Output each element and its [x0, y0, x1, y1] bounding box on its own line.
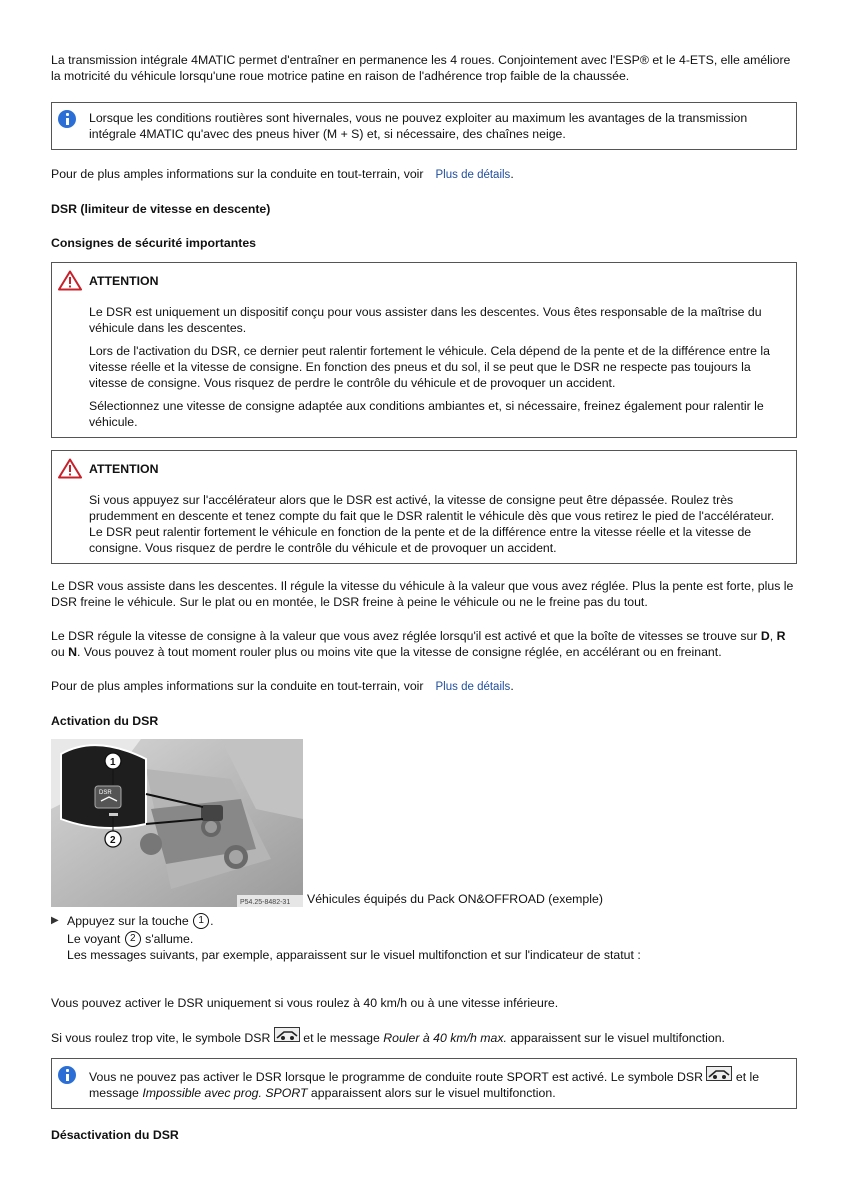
step-messages: Les messages suivants, par exemple, apparaissent sur le visuel multifonction et sur l'indicateur de statut :: [67, 948, 641, 962]
more-info-text-1: Pour de plus amples informations sur la conduite en tout-terrain, voir: [51, 167, 424, 181]
more-info-paragraph-2: Pour de plus amples informations sur la conduite en tout-terrain, voir Plus de détails.: [51, 679, 514, 693]
steps-block: [51, 913, 797, 963]
warning-icon-slot: [58, 458, 82, 483]
gear-d: D: [760, 629, 770, 643]
callout-ref-2: 2: [125, 931, 141, 947]
figure-code: P54.25-8482-31: [240, 899, 291, 906]
step-arrow-icon: ▶: [51, 915, 59, 926]
info-icon: [58, 110, 76, 128]
figure-row: [51, 739, 797, 907]
info-text-sport: Vous ne pouvez pas activer le DSR lorsque le programme de conduite route SPORT est activé. Le symbole DSR et le message Impossible avec prog. SPORT apparaissent alors sur le visuel multifonction.: [89, 1066, 782, 1101]
warning-box-2: [51, 450, 797, 564]
step-lamp-on: Le voyant 2 s'allume.: [67, 932, 194, 946]
speed-limit-paragraph: Vous pouvez activer le DSR uniquement si vous roulez à 40 km/h ou à une vitesse inférieure.: [51, 996, 559, 1010]
info-box-winter: [51, 102, 797, 150]
warning1-paragraph-3: Sélectionnez une vitesse de consigne adaptée aux conditions ambiantes et, si nécessaire, freinez également pour ralentir le véhicule.: [89, 399, 764, 429]
intro-paragraph: La transmission intégrale 4MATIC permet d'entraîner en permanence les 4 roues. Conjointement avec l'ESP® et le 4-ETS, elle améliore la motricité du véhicule lorsqu'une roue motrice patine en raison de l'adhérence trop faible de la chaussée.: [51, 53, 791, 83]
callout-ref-1: 1: [193, 913, 209, 929]
callout-1: 1: [110, 757, 116, 768]
info-icon-slot: [58, 110, 76, 132]
manual-page: [51, 52, 797, 1161]
more-details-link-2[interactable]: Plus de détails: [435, 681, 511, 693]
button-label: DSR: [99, 790, 112, 796]
step-press-key: ▶ Appuyez sur la touche 1 .: [51, 914, 214, 928]
gear-r: R: [776, 629, 786, 643]
warning-triangle-icon: [58, 458, 82, 479]
warning2-paragraph-1: Si vous appuyez sur l'accélérateur alors que le DSR est activé, la vitesse de consigne peut être dépassée. Roulez très prudemment en descente et tenez compte du fait que le DSR ralentit le véhicule dès que vous retirez le pied de l'accélérateur. Le DSR peut ralentir fortement le véhicule en fonction de la pente et de la différence entre la vitesse réelle et la vitesse de consigne. Vous risquez de perdre le contrôle du véhicule et de provoquer un accident.: [89, 493, 775, 555]
heading-activation: Activation du DSR: [51, 714, 159, 728]
more-info-text-2: Pour de plus amples informations sur la conduite en tout-terrain, voir: [51, 679, 424, 693]
figure-caption: Véhicules équipés du Pack ON&OFFROAD (exemple): [307, 892, 603, 906]
dsr-regulates-paragraph: Le DSR régule la vitesse de consigne à la valeur que vous avez réglée lorsqu'il est activé et que la boîte de vitesses se trouve sur D, R ou N. Vous pouvez à tout moment rouler plus ou moins vite que la vitesse de consigne réglée, en accélérant ou en freinant.: [51, 629, 786, 659]
more-details-link-1[interactable]: Plus de détails: [435, 169, 511, 181]
heading-safety: Consignes de sécurité importantes: [51, 236, 257, 250]
warning1-paragraph-1: Le DSR est uniquement un dispositif conçu pour vous assister dans les descentes. Vous êtes responsable de la maîtrise du véhicule dans les descentes.: [89, 305, 762, 335]
heading-dsr: DSR (limiteur de vitesse en descente): [51, 202, 271, 216]
center-console-illustration: [51, 739, 303, 907]
warning-box-1: [51, 262, 797, 438]
info-icon: [58, 1066, 76, 1084]
heading-deactivation: Désactivation du DSR: [51, 1128, 179, 1142]
warning-icon-slot: [58, 270, 82, 295]
gear-n: N: [68, 645, 77, 659]
dsr-symbol-icon: [706, 1066, 732, 1081]
more-info-paragraph-1: Pour de plus amples informations sur la conduite en tout-terrain, voir Plus de détails.: [51, 167, 514, 181]
warning-title-2: ATTENTION: [89, 462, 159, 476]
too-fast-paragraph: Si vous roulez trop vite, le symbole DSR et le message Rouler à 40 km/h max. apparaissent sur le visuel multifonction.: [51, 1027, 797, 1046]
warning-title-1: ATTENTION: [89, 274, 159, 288]
dsr-symbol-icon: [274, 1027, 300, 1042]
callout-2: 2: [110, 835, 116, 846]
warning-triangle-icon: [58, 270, 82, 291]
warning1-paragraph-2: Lors de l'activation du DSR, ce dernier peut ralentir fortement le véhicule. Cela dépend de la pente et de la différence entre la vitesse réelle et la vitesse de consigne. En fonction des pneus et du sol, il se peut que le DSR ne respecte pas toujours la vitesse de consigne. Vous risquez de perdre le contrôle du véhicule et de provoquer un accident.: [89, 344, 770, 390]
info-box-sport: [51, 1058, 797, 1109]
dsr-assist-paragraph: Le DSR vous assiste dans les descentes. Il régule la vitesse du véhicule à la valeur que vous avez réglée. Plus la pente est forte, plus le DSR freine le véhicule. Sur le plat ou en montée, le DSR freine à peine le véhicule ou ne le freine pas du tout.: [51, 579, 794, 609]
info-icon-slot: [58, 1066, 76, 1088]
info-text-winter: Lorsque les conditions routières sont hivernales, vous ne pouvez exploiter au maximum les avantages de la transmission intégrale 4MATIC qu'avec des pneus hiver (M + S) et, si nécessaire, des chaînes neige.: [89, 111, 748, 141]
dsr-button-figure: [51, 739, 303, 907]
